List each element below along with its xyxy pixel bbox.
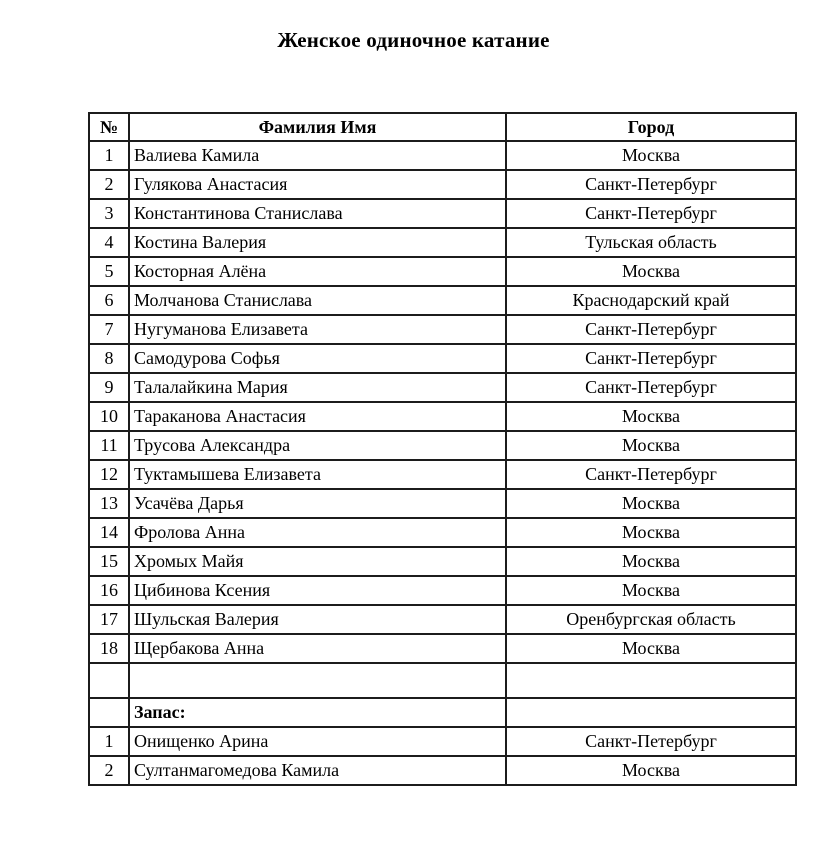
row-number-cell: 5 (89, 257, 129, 286)
city-cell: Санкт-Петербург (506, 199, 796, 228)
table-row (89, 634, 796, 663)
city-cell: Санкт-Петербург (506, 373, 796, 402)
table-row (89, 489, 796, 518)
name-cell: Самодурова Софья (129, 344, 506, 373)
city-cell: Москва (506, 257, 796, 286)
name-cell: Трусова Александра (129, 431, 506, 460)
table-row (89, 257, 796, 286)
table-row (89, 576, 796, 605)
name-cell: Тараканова Анастасия (129, 402, 506, 431)
header-number-cell: № (89, 113, 129, 141)
blank-row (89, 663, 796, 698)
city-cell: Москва (506, 402, 796, 431)
name-cell: Костина Валерия (129, 228, 506, 257)
table-row (89, 199, 796, 228)
row-number-cell: 8 (89, 344, 129, 373)
name-cell: Запас: (129, 698, 506, 727)
row-number-cell: 3 (89, 199, 129, 228)
row-number-cell: 1 (89, 727, 129, 756)
table-row (89, 727, 796, 756)
name-cell: Валиева Камила (129, 141, 506, 170)
table-row (89, 402, 796, 431)
name-cell: Шульская Валерия (129, 605, 506, 634)
name-cell: Молчанова Станислава (129, 286, 506, 315)
city-cell: Москва (506, 518, 796, 547)
row-number-cell: 12 (89, 460, 129, 489)
name-cell: Талалайкина Мария (129, 373, 506, 402)
name-cell: Усачёва Дарья (129, 489, 506, 518)
header-name-cell: Фамилия Имя (129, 113, 506, 141)
name-cell: Щербакова Анна (129, 634, 506, 663)
table-row (89, 605, 796, 634)
name-cell: Онищенко Арина (129, 727, 506, 756)
row-number-cell: 2 (89, 756, 129, 785)
city-cell: Москва (506, 576, 796, 605)
name-cell: Туктамышева Елизавета (129, 460, 506, 489)
row-number-cell: 13 (89, 489, 129, 518)
table-row (89, 315, 796, 344)
skaters-table (88, 112, 797, 786)
table-row (89, 141, 796, 170)
city-cell: Москва (506, 547, 796, 576)
city-cell: Оренбургская область (506, 605, 796, 634)
city-cell: Санкт-Петербург (506, 344, 796, 373)
city-cell: Санкт-Петербург (506, 315, 796, 344)
city-cell: Санкт-Петербург (506, 460, 796, 489)
city-cell: Краснодарский край (506, 286, 796, 315)
row-number-cell: 9 (89, 373, 129, 402)
name-cell: Фролова Анна (129, 518, 506, 547)
city-cell (506, 698, 796, 727)
city-cell: Москва (506, 634, 796, 663)
row-number-cell: 14 (89, 518, 129, 547)
page-title: Женское одиночное катание (277, 28, 550, 52)
table-row (89, 373, 796, 402)
city-cell: Москва (506, 756, 796, 785)
city-cell: Санкт-Петербург (506, 170, 796, 199)
table-row (89, 756, 796, 785)
city-cell: Москва (506, 489, 796, 518)
row-number-cell: 17 (89, 605, 129, 634)
row-number-cell (89, 698, 129, 727)
table-row (89, 344, 796, 373)
row-number-cell: 4 (89, 228, 129, 257)
city-cell: Москва (506, 431, 796, 460)
section-header-row (89, 698, 796, 727)
row-number-cell: 1 (89, 141, 129, 170)
table-row (89, 431, 796, 460)
row-number-cell: 11 (89, 431, 129, 460)
name-cell: Цибинова Ксения (129, 576, 506, 605)
table-body (89, 141, 796, 785)
row-number-cell: 6 (89, 286, 129, 315)
table-row (89, 518, 796, 547)
header-row (89, 113, 796, 141)
row-number-cell: 7 (89, 315, 129, 344)
row-number-cell: 18 (89, 634, 129, 663)
table-row (89, 228, 796, 257)
name-cell: Хромых Майя (129, 547, 506, 576)
row-number-cell (89, 663, 129, 698)
table-row (89, 547, 796, 576)
table-row (89, 286, 796, 315)
city-cell: Тульская область (506, 228, 796, 257)
city-cell: Москва (506, 141, 796, 170)
table-row (89, 460, 796, 489)
header-city-cell: Город (506, 113, 796, 141)
city-cell (506, 663, 796, 698)
city-cell: Санкт-Петербург (506, 727, 796, 756)
name-cell (129, 663, 506, 698)
name-cell: Султанмагомедова Камила (129, 756, 506, 785)
row-number-cell: 2 (89, 170, 129, 199)
name-cell: Косторная Алёна (129, 257, 506, 286)
row-number-cell: 10 (89, 402, 129, 431)
table-row (89, 170, 796, 199)
name-cell: Константинова Станислава (129, 199, 506, 228)
name-cell: Гулякова Анастасия (129, 170, 506, 199)
row-number-cell: 15 (89, 547, 129, 576)
row-number-cell: 16 (89, 576, 129, 605)
name-cell: Нугуманова Елизавета (129, 315, 506, 344)
